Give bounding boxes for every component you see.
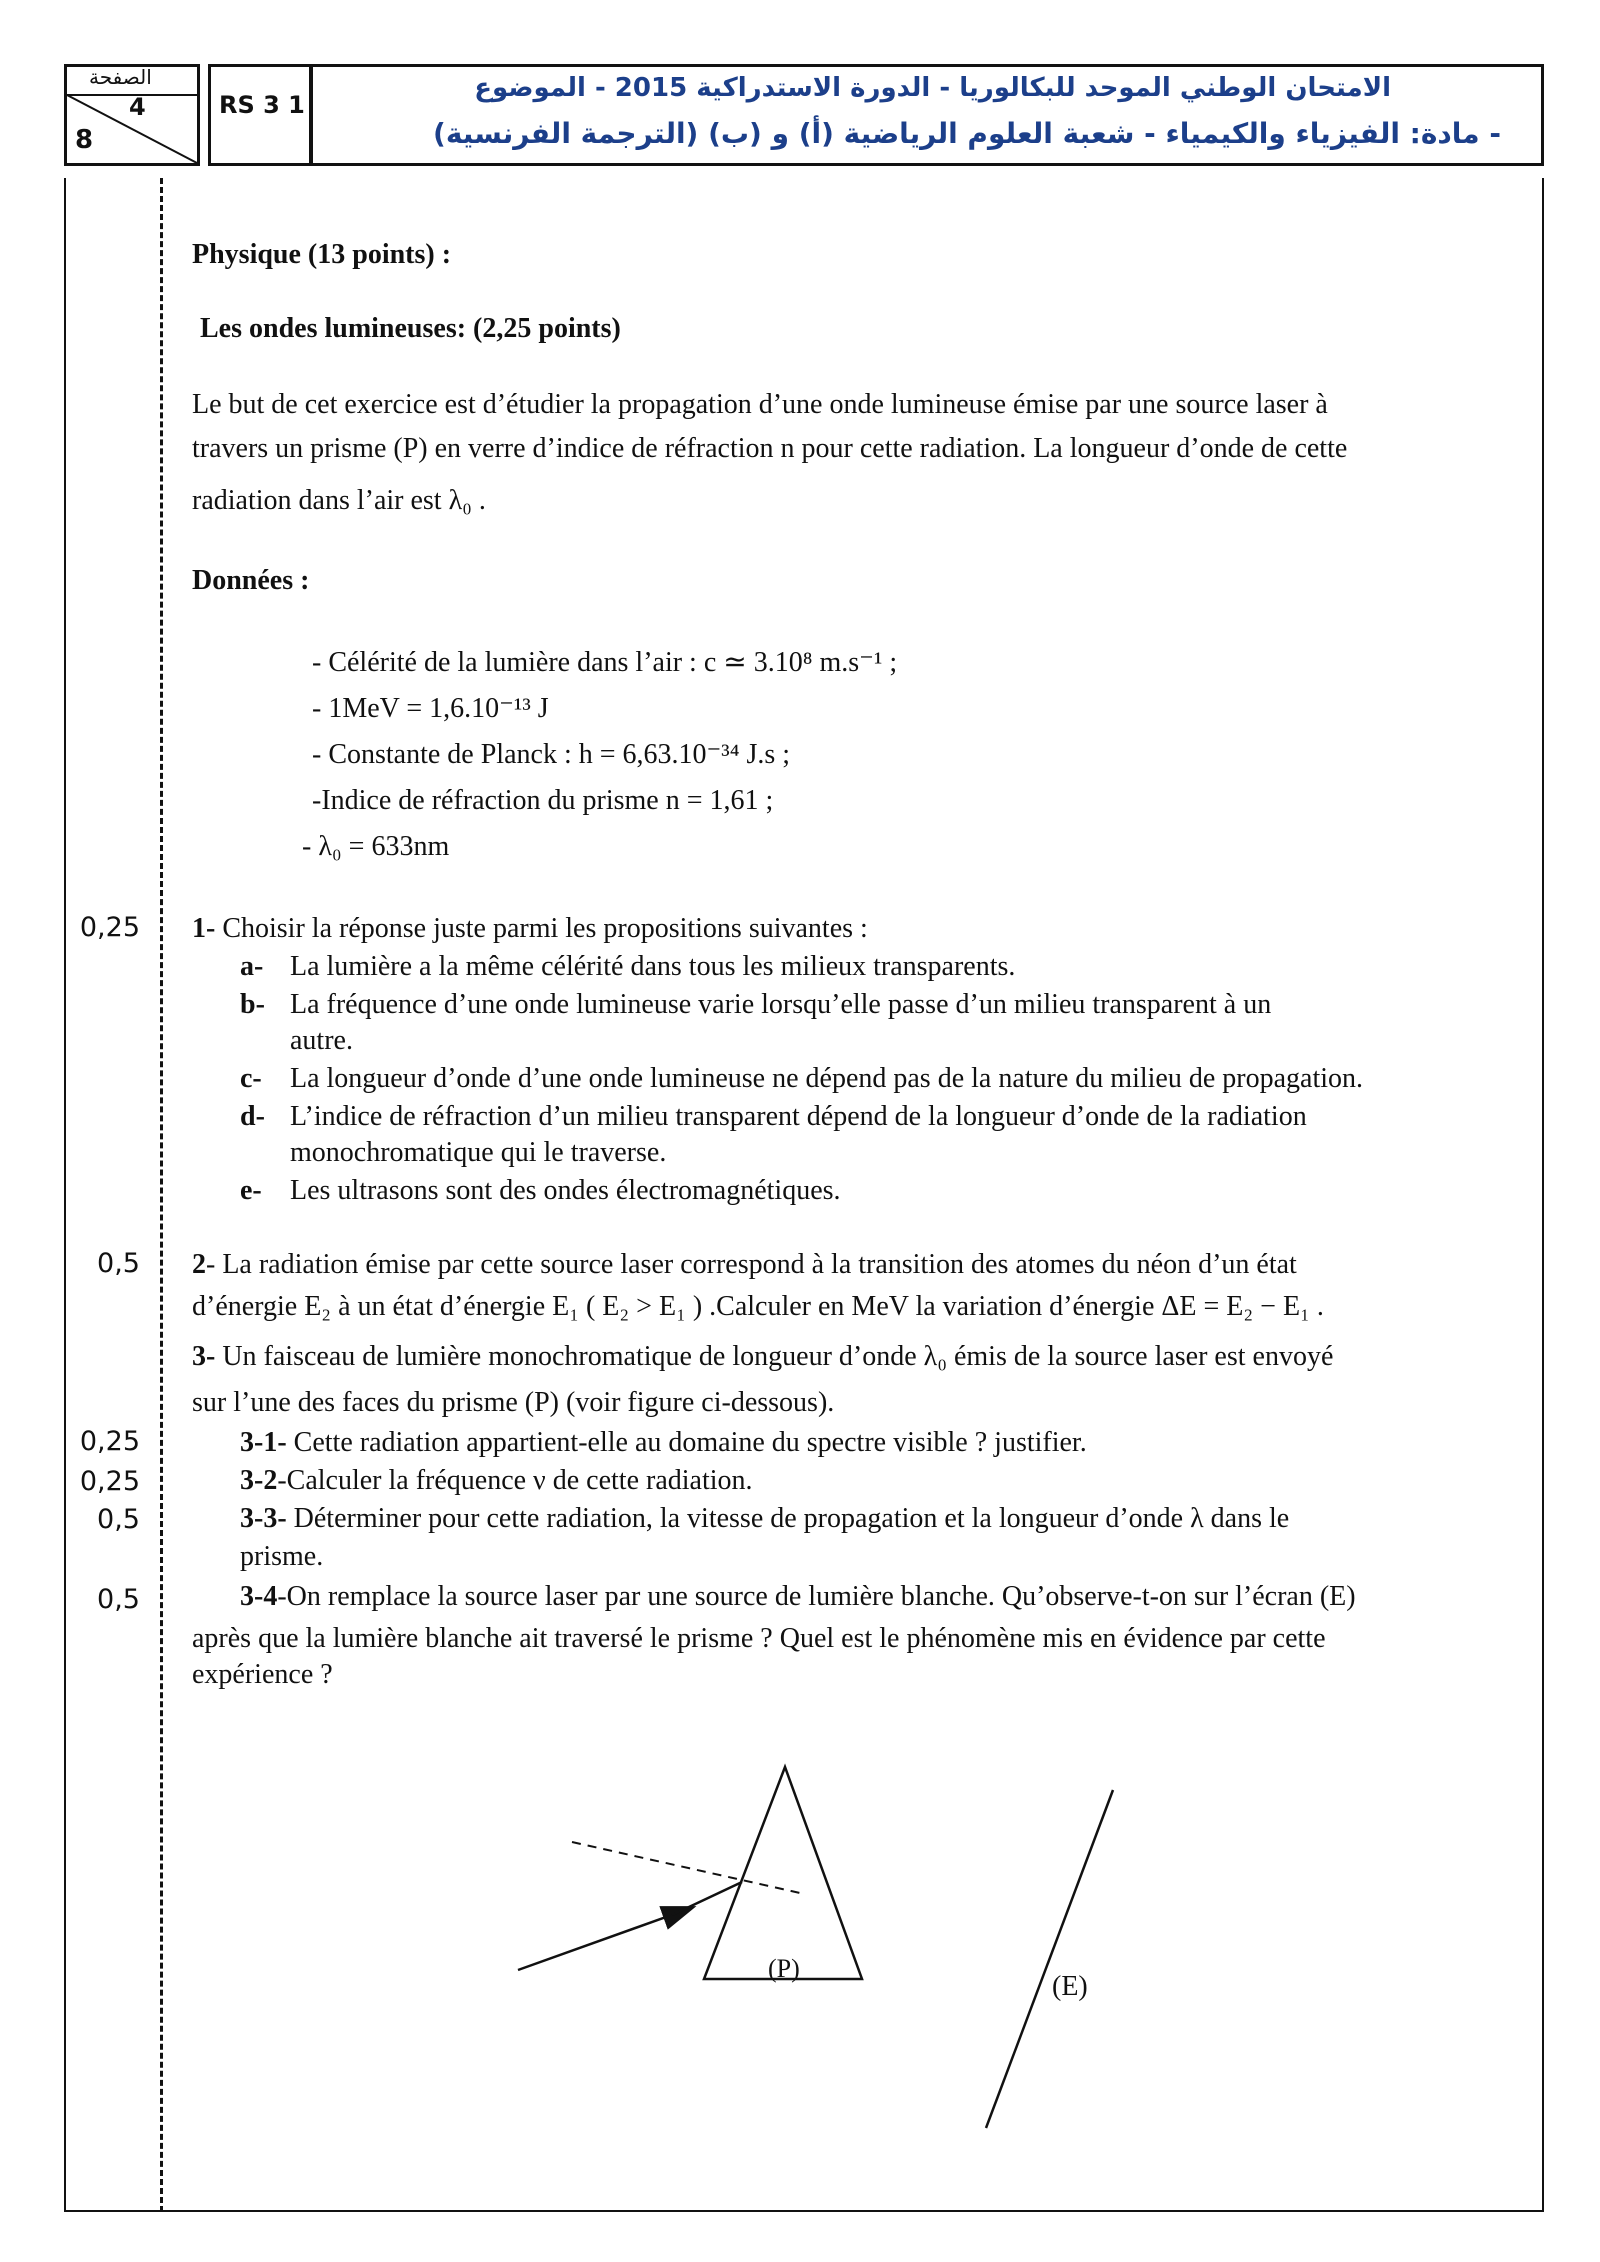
option-label: c-	[240, 1063, 262, 1094]
intro-line-2: travers un prisme (P) en verre d’indice de réfraction n pour cette radiation. La longueur d’onde de cette	[192, 433, 1348, 464]
option-label: b-	[240, 989, 265, 1020]
q3-3-text: Déterminer pour cette radiation, la vitesse de propagation et la longueur d’onde λ dans le	[286, 1503, 1290, 1534]
q3-4-cont-1: après que la lumière blanche ait traversé le prisme ? Quel est le phénomène mis en évidence par cette	[192, 1623, 1326, 1654]
option-label: d-	[240, 1101, 265, 1132]
data-title: Données :	[192, 565, 310, 596]
option-label: e-	[240, 1175, 262, 1206]
page-label: الصفحة	[89, 65, 152, 89]
q3-text: Un faisceau de lumière monochromatique de longueur d’onde λ₀ émis de la source laser est envoyé	[215, 1341, 1334, 1372]
q2-line-2: d’énergie E₂ à un état d’énergie E₁ ( E₂ > E₁ ) .Calculer en MeV la variation d’énergie ΔE = E₂ − E₁ .	[192, 1291, 1324, 1322]
q1-points: 0,25	[79, 912, 140, 943]
q3-4-points: 0,5	[97, 1584, 140, 1615]
normal-line	[572, 1842, 800, 1893]
q1-number: 1-	[192, 913, 216, 944]
q3-line-2: sur l’une des faces du prisme (P) (voir figure ci-dessous).	[192, 1387, 835, 1418]
data-item-1: - Célérité de la lumière dans l’air : c ≃ 3.10⁸ m.s⁻¹ ;	[312, 647, 898, 678]
q3-2-number: 3-2	[240, 1465, 278, 1496]
intro-line-3: radiation dans l’air est λ₀ .	[192, 485, 486, 516]
exam-title-line1: الامتحان الوطني الموحد للبكالوريا - الدورة الاستدراكية 2015 - الموضوع	[474, 73, 1391, 103]
data-item-3: - Constante de Planck : h = 6,63.10⁻³⁴ J.s ;	[312, 739, 791, 770]
option-text: L’indice de réfraction d’un milieu transparent dépend de la longueur d’onde de la radiation	[290, 1101, 1307, 1132]
screen-label: (E)	[1052, 1971, 1088, 2002]
data-item-2: - 1MeV = 1,6.10⁻¹³ J	[312, 693, 549, 724]
section-title: Physique (13 points) :	[192, 239, 452, 270]
incident-ray	[518, 1912, 680, 1970]
q3-2-text: -Calculer la fréquence ν de cette radiation.	[277, 1465, 753, 1496]
data-item-5: - λ₀ = 633nm	[302, 831, 450, 862]
q1-option-b-cont: autre.	[290, 1025, 353, 1056]
exam-title-line2: - مادة: الفيزياء والكيمياء - شعبة العلوم الرياضية (أ) و (ب) (الترجمة الفرنسية)	[433, 117, 1501, 150]
exercise-title: Les ondes lumineuses: (2,25 points)	[200, 313, 621, 344]
prism-label: (P)	[768, 1954, 800, 1983]
option-text: La longueur d’onde d’une onde lumineuse ne dépend pas de la nature du milieu de propagation.	[290, 1063, 1363, 1094]
q1-option-d-cont: monochromatique qui le traverse.	[290, 1137, 667, 1168]
q3-1-text: Cette radiation appartient-elle au domaine du spectre visible ? justifier.	[286, 1427, 1087, 1458]
page-number: 4	[129, 93, 146, 121]
prism-shape	[704, 1767, 862, 1979]
exam-code: RS 3 1	[219, 91, 305, 119]
q3-2-points: 0,25	[79, 1466, 140, 1497]
q3-3-cont: prisme.	[240, 1541, 324, 1572]
data-item-4: -Indice de réfraction du prisme n = 1,61 ;	[312, 785, 774, 816]
option-text: La fréquence d’une onde lumineuse varie lorsqu’elle passe d’un milieu transparent à un	[290, 989, 1272, 1020]
page-total: 8	[75, 125, 94, 155]
q3-number: 3-	[192, 1341, 216, 1372]
q3-3-points: 0,5	[97, 1504, 140, 1535]
screen-line	[986, 1790, 1113, 2128]
q3-4-number: 3-4	[240, 1581, 278, 1612]
option-text: Les ultrasons sont des ondes électromagnétiques.	[290, 1175, 841, 1206]
option-label: a-	[240, 951, 264, 982]
q2-points: 0,5	[97, 1248, 140, 1279]
q3-3-number: 3-3-	[240, 1503, 287, 1534]
q3-1-points: 0,25	[79, 1426, 140, 1457]
q3-4-cont-2: expérience ?	[192, 1659, 333, 1690]
q3-4-text: -On remplace la source laser par une source de lumière blanche. Qu’observe-t-on sur l’écran (E)	[277, 1581, 1356, 1612]
option-text: La lumière a la même célérité dans tous les milieux transparents.	[290, 951, 1016, 982]
q3-1-number: 3-1-	[240, 1427, 287, 1458]
intro-line-1: Le but de cet exercice est d’étudier la propagation d’une onde lumineuse émise par une source laser à	[192, 389, 1328, 420]
q2-text: - La radiation émise par cette source laser correspond à la transition des atomes du néon d’un état	[206, 1249, 1297, 1280]
q2-number: 2	[192, 1249, 206, 1280]
q1-statement: Choisir la réponse juste parmi les propositions suivantes :	[215, 913, 868, 944]
